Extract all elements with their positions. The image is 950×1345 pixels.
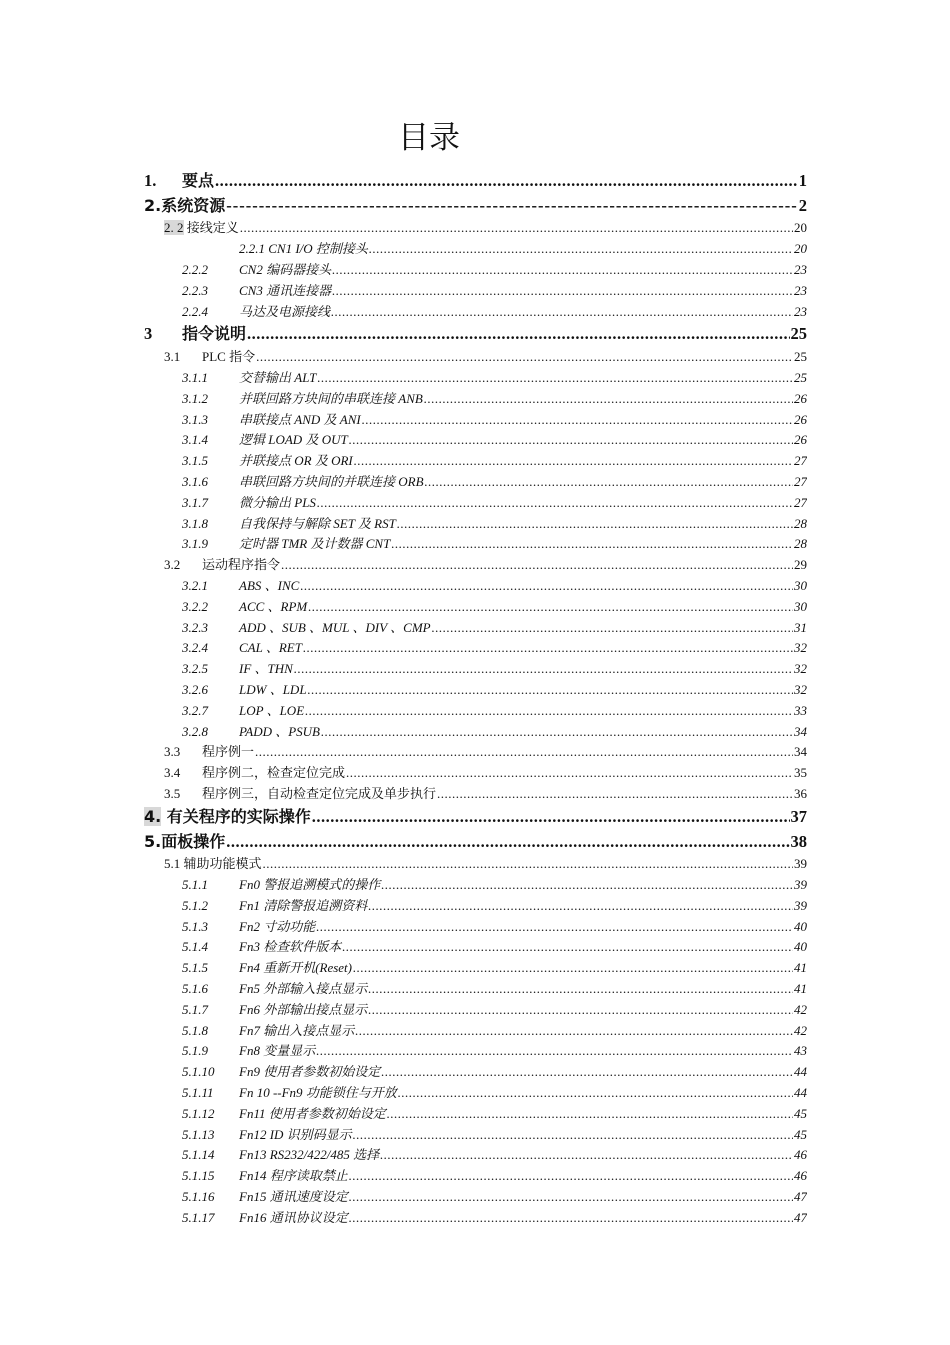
toc-entry-title: Fn 10 --Fn9 功能锁住与开放 xyxy=(239,1085,397,1101)
toc-entry-title: Fn15 通讯速度设定 xyxy=(239,1189,348,1205)
toc-page-number: 40 xyxy=(794,939,807,955)
toc-entry-title: 逻辑 LOAD 及 OUT xyxy=(239,432,348,448)
toc-entry-title: 2. 2 接线定义 xyxy=(164,220,239,236)
toc-dot-leader xyxy=(305,703,793,719)
toc-dot-leader xyxy=(308,599,793,615)
toc-entry[interactable] xyxy=(144,1184,807,1205)
toc-entry-title: 指令说明 xyxy=(182,324,247,344)
toc-dot-leader xyxy=(397,516,793,532)
toc-dot-leader xyxy=(387,1106,793,1122)
toc-entry-title: 运动程序指令 xyxy=(202,557,281,573)
toc-entry-title: PADD 、PSUB xyxy=(239,723,321,739)
toc-dot-leader xyxy=(226,832,789,852)
toc-dot-leader xyxy=(303,640,793,656)
toc-entry-title: 要点 xyxy=(182,170,215,190)
toc-entry-title: 2.2.1 CN1 I/O 控制接头 xyxy=(239,241,368,257)
toc-page-number: 1 xyxy=(798,170,807,190)
toc-page-number: 25 xyxy=(794,369,807,385)
toc-entry-title: Fn7 输出入接点显示 xyxy=(239,1022,355,1038)
toc-entry[interactable] xyxy=(144,191,807,216)
toc-entry[interactable] xyxy=(144,760,807,781)
toc-dot-leader xyxy=(349,1210,793,1226)
toc-entry[interactable] xyxy=(144,216,807,237)
toc-page-number: 27 xyxy=(794,453,807,469)
toc-page-number: 20 xyxy=(794,220,807,236)
toc-dot-leader xyxy=(308,682,793,698)
toc-entry-title: 4. 有关程序的实际操作 xyxy=(144,806,311,826)
toc-entry-number: 3.1 xyxy=(164,349,181,365)
toc-dot-leader xyxy=(317,370,793,386)
toc-entry-title: ABS 、INC xyxy=(239,577,300,593)
toc-entry-title: IF 、THN xyxy=(239,661,293,677)
toc-entry-number: 3.2.1 xyxy=(182,577,208,593)
toc-page-number: 39 xyxy=(794,856,807,872)
toc-dot-leader xyxy=(247,324,789,344)
toc-entry-title: 并联接点 OR 及 ORI xyxy=(239,453,353,469)
toc-entry[interactable] xyxy=(144,166,807,191)
toc-dot-leader xyxy=(321,724,793,740)
toc-entry-title: Fn6 外部输出接点显示 xyxy=(239,1001,368,1017)
toc-dot-leader xyxy=(255,744,793,760)
toc-dot-leader xyxy=(362,412,793,428)
toc-dot-leader xyxy=(312,807,790,827)
toc-entry-number: 5.1.11 xyxy=(182,1085,214,1101)
toc-entry[interactable] xyxy=(144,1143,807,1164)
toc-entry-title: 2.系统资源 xyxy=(144,195,226,215)
toc-entry-number: 3.2.6 xyxy=(182,681,208,697)
toc-entry[interactable] xyxy=(144,976,807,997)
toc-page-number: 47 xyxy=(794,1209,807,1225)
toc-page-number: 44 xyxy=(794,1064,807,1080)
toc-dot-leader xyxy=(316,919,793,935)
toc-entry-title: Fn12 ID 识别码显示 xyxy=(239,1126,352,1142)
toc-page-number: 30 xyxy=(794,598,807,614)
toc-entry-number: 3.2.3 xyxy=(182,619,208,635)
table-of-contents xyxy=(144,166,807,1226)
toc-dot-leader xyxy=(398,1085,793,1101)
toc-page-number: 32 xyxy=(794,661,807,677)
toc-dot-leader xyxy=(353,960,793,976)
toc-entry-number: 5.1.2 xyxy=(182,897,208,913)
toc-dot-leader xyxy=(432,620,793,636)
toc-entry-number: 3.4 xyxy=(164,765,181,781)
toc-entry[interactable] xyxy=(144,1080,807,1101)
toc-entry[interactable] xyxy=(144,656,807,677)
toc-dot-leader xyxy=(346,765,793,781)
toc-page-number: 34 xyxy=(794,723,807,739)
toc-entry[interactable] xyxy=(144,278,807,299)
toc-entry-title: 串联回路方块间的并联连接 ORB xyxy=(239,473,424,489)
toc-entry[interactable] xyxy=(144,428,807,449)
toc-entry[interactable] xyxy=(144,407,807,428)
toc-entry[interactable] xyxy=(144,469,807,490)
toc-page-number: 25 xyxy=(790,324,807,344)
toc-entry-title: Fn14 程序读取禁止 xyxy=(239,1168,348,1184)
toc-entry-title: ADD 、SUB 、MUL 、DIV 、CMP xyxy=(239,619,431,635)
toc-entry[interactable] xyxy=(144,872,807,893)
toc-entry-number: 3.1.5 xyxy=(182,453,208,469)
toc-page-number: 27 xyxy=(794,494,807,510)
toc-page-number: 47 xyxy=(794,1189,807,1205)
toc-entry-number: 5.1.13 xyxy=(182,1126,215,1142)
toc-entry[interactable] xyxy=(144,827,807,852)
toc-page-number: 39 xyxy=(794,897,807,913)
toc-entry-title: 马达及电源接线 xyxy=(239,303,331,319)
toc-entry-number: 5.1.6 xyxy=(182,981,208,997)
toc-entry[interactable] xyxy=(144,719,807,740)
toc-page-number: 45 xyxy=(794,1105,807,1121)
toc-entry-number: 3.1.7 xyxy=(182,494,208,510)
toc-entry[interactable] xyxy=(144,299,807,320)
toc-entry-number: 3.1.6 xyxy=(182,473,208,489)
toc-entry-number: 5.1.7 xyxy=(182,1001,208,1017)
toc-entry-number: 2.2.3 xyxy=(182,282,208,298)
toc-entry[interactable] xyxy=(144,997,807,1018)
toc-entry-title: CAL 、RET xyxy=(239,640,302,656)
toc-entry[interactable] xyxy=(144,893,807,914)
toc-entry-number: 3.1.9 xyxy=(182,536,208,552)
toc-entry-title: 并联回路方块间的串联连接 ANB xyxy=(239,390,423,406)
toc-entry[interactable] xyxy=(144,852,807,873)
toc-dot-leader xyxy=(424,391,793,407)
toc-page-number: 44 xyxy=(794,1085,807,1101)
toc-dot-leader xyxy=(381,1064,793,1080)
toc-page-number: 2 xyxy=(798,195,807,215)
toc-page-number: 23 xyxy=(794,303,807,319)
toc-entry[interactable] xyxy=(144,1059,807,1080)
toc-entry[interactable] xyxy=(144,914,807,935)
toc-entry[interactable] xyxy=(144,740,807,761)
toc-entry-number: 1. xyxy=(144,170,157,190)
toc-entry-title: Fn2 寸动功能 xyxy=(239,918,316,934)
toc-dot-leader xyxy=(331,304,793,320)
toc-dot-leader xyxy=(342,939,793,955)
toc-entry-title: 微分输出 PLS xyxy=(239,494,316,510)
toc-page-number: 37 xyxy=(790,806,807,826)
toc-entry-number: 3.2.2 xyxy=(182,598,208,614)
toc-entry-title: 程序例三，自动检查定位完成及单步执行 xyxy=(202,785,437,801)
toc-entry-title: Fn5 外部输入接点显示 xyxy=(239,981,368,997)
toc-dot-leader xyxy=(437,786,793,802)
toc-dot-leader xyxy=(226,196,798,216)
toc-entry-number: 5.1.5 xyxy=(182,960,208,976)
toc-page-number: 28 xyxy=(794,536,807,552)
toc-dot-leader xyxy=(215,171,798,191)
toc-page-number: 26 xyxy=(794,411,807,427)
toc-entry-title: Fn4 重新开机(Reset) xyxy=(239,960,353,976)
toc-dot-leader xyxy=(349,1168,793,1184)
toc-entry-number: 3.2.4 xyxy=(182,640,208,656)
toc-page-number: 27 xyxy=(794,473,807,489)
toc-entry[interactable] xyxy=(144,1101,807,1122)
toc-entry-number: 3.1.8 xyxy=(182,515,208,531)
toc-entry-title: Fn9 使用者参数初始设定 xyxy=(239,1064,381,1080)
toc-entry-title: CN2 编码器接头 xyxy=(239,261,332,277)
toc-entry[interactable] xyxy=(144,955,807,976)
toc-entry-number: 5.1.15 xyxy=(182,1168,215,1184)
toc-entry[interactable] xyxy=(144,257,807,278)
toc-entry[interactable] xyxy=(144,1163,807,1184)
toc-page-number: 32 xyxy=(794,640,807,656)
toc-dot-leader xyxy=(300,578,793,594)
toc-dot-leader xyxy=(368,1002,793,1018)
page-title: 目录 xyxy=(398,120,460,156)
toc-entry-title: PLC 指令 xyxy=(202,349,256,365)
toc-entry-number: 5.1.14 xyxy=(182,1147,215,1163)
toc-dot-leader xyxy=(349,432,793,448)
toc-dot-leader xyxy=(368,981,793,997)
toc-dot-leader xyxy=(256,349,793,365)
toc-dot-leader xyxy=(380,1147,793,1163)
toc-entry-number: 3.1.1 xyxy=(182,369,208,385)
toc-dot-leader xyxy=(425,474,793,490)
toc-page-number: 34 xyxy=(794,744,807,760)
toc-entry-number: 2.2.2 xyxy=(182,261,208,277)
toc-entry-number: 5.1.9 xyxy=(182,1043,208,1059)
toc-entry[interactable] xyxy=(144,320,807,345)
toc-entry-number: 3.3 xyxy=(164,744,181,760)
toc-entry[interactable] xyxy=(144,365,807,386)
toc-entry-number: 5.1.4 xyxy=(182,939,208,955)
toc-entry-title: Fn8 变量显示 xyxy=(239,1043,316,1059)
toc-entry[interactable] xyxy=(144,573,807,594)
toc-entry[interactable] xyxy=(144,344,807,365)
toc-page-number: 46 xyxy=(794,1147,807,1163)
toc-entry-number: 3.5 xyxy=(164,785,181,801)
toc-entry-title: 5.面板操作 xyxy=(144,831,226,851)
toc-dot-leader xyxy=(349,1189,793,1205)
toc-dot-leader xyxy=(316,1043,793,1059)
toc-entry-number: 3.1.4 xyxy=(182,432,208,448)
toc-entry-number: 2.2.4 xyxy=(182,303,208,319)
toc-entry[interactable] xyxy=(144,532,807,553)
toc-entry-title: 定时器 TMR 及计数器 CNT xyxy=(239,536,391,552)
toc-page-number: 35 xyxy=(794,765,807,781)
toc-entry[interactable] xyxy=(144,511,807,532)
toc-dot-leader xyxy=(294,661,793,677)
toc-page-number: 42 xyxy=(794,1022,807,1038)
toc-entry-number: 3.2 xyxy=(164,557,181,573)
toc-dot-leader xyxy=(355,1023,793,1039)
toc-page-number: 26 xyxy=(794,390,807,406)
toc-page-number: 41 xyxy=(794,981,807,997)
toc-entry-title: ACC 、RPM xyxy=(239,598,308,614)
toc-entry[interactable] xyxy=(144,935,807,956)
toc-entry-title: 串联接点 AND 及 ANI xyxy=(239,411,361,427)
toc-entry-title: 程序例二，检查定位完成 xyxy=(202,765,346,781)
toc-page-number: 40 xyxy=(794,918,807,934)
toc-page-number: 45 xyxy=(794,1126,807,1142)
toc-page-number: 28 xyxy=(794,515,807,531)
toc-page-number: 33 xyxy=(794,702,807,718)
toc-page-number: 23 xyxy=(794,282,807,298)
toc-entry[interactable] xyxy=(144,386,807,407)
toc-entry[interactable] xyxy=(144,1018,807,1039)
toc-entry-number: 5.1.12 xyxy=(182,1105,215,1121)
toc-entry[interactable] xyxy=(144,615,807,636)
toc-dot-leader xyxy=(281,557,793,573)
toc-page-number: 31 xyxy=(794,619,807,635)
toc-dot-leader xyxy=(368,898,793,914)
toc-entry-number: 5.1.8 xyxy=(182,1022,208,1038)
toc-dot-leader xyxy=(369,241,793,257)
toc-entry-number: 3.1.2 xyxy=(182,390,208,406)
toc-page-number: 20 xyxy=(794,241,807,257)
toc-entry[interactable] xyxy=(144,552,807,573)
toc-entry[interactable] xyxy=(144,781,807,802)
toc-page-number: 43 xyxy=(794,1043,807,1059)
toc-entry-number: 5.1.10 xyxy=(182,1064,215,1080)
toc-entry[interactable] xyxy=(144,594,807,615)
toc-entry[interactable] xyxy=(144,677,807,698)
toc-page-number: 36 xyxy=(794,785,807,801)
toc-entry-number: 5.1.1 xyxy=(182,877,208,893)
toc-entry[interactable] xyxy=(144,448,807,469)
toc-entry-title: Fn13 RS232/422/485 选择 xyxy=(239,1147,380,1163)
toc-entry-title: Fn3 检查软件版本 xyxy=(239,939,342,955)
toc-entry-number: 3.2.7 xyxy=(182,702,208,718)
toc-entry-number: 3 xyxy=(144,324,153,344)
toc-entry[interactable] xyxy=(144,698,807,719)
toc-entry[interactable] xyxy=(144,636,807,657)
toc-dot-leader xyxy=(354,453,793,469)
toc-entry[interactable] xyxy=(144,236,807,257)
toc-page-number: 29 xyxy=(794,557,807,573)
toc-entry-title: 交替输出 ALT xyxy=(239,369,317,385)
toc-page-number: 42 xyxy=(794,1001,807,1017)
toc-page-number: 30 xyxy=(794,577,807,593)
toc-entry-title: Fn1 清除警报追溯资料 xyxy=(239,897,368,913)
toc-entry[interactable] xyxy=(144,1039,807,1060)
toc-page-number: 39 xyxy=(794,877,807,893)
toc-entry-title: Fn11 使用者参数初始设定 xyxy=(239,1105,386,1121)
toc-dot-leader xyxy=(332,262,793,278)
toc-entry[interactable] xyxy=(144,802,807,827)
toc-entry-title: 自我保持与解除 SET 及 RST xyxy=(239,515,396,531)
toc-entry[interactable] xyxy=(144,1205,807,1226)
toc-entry-number: 3.2.8 xyxy=(182,723,208,739)
toc-page-number: 25 xyxy=(794,349,807,365)
toc-dot-leader xyxy=(317,495,793,511)
toc-page-number: 32 xyxy=(794,681,807,697)
toc-page-number: 46 xyxy=(794,1168,807,1184)
toc-page-number: 38 xyxy=(790,831,807,851)
toc-dot-leader xyxy=(381,877,793,893)
toc-entry-title: LDW 、LDL xyxy=(239,681,307,697)
toc-dot-leader xyxy=(353,1127,793,1143)
toc-entry-number: 5.1.17 xyxy=(182,1209,215,1225)
toc-dot-leader xyxy=(332,283,793,299)
toc-entry-title: 5.1 辅助功能模式 xyxy=(164,856,262,872)
toc-dot-leader xyxy=(240,220,793,236)
toc-entry-number: 3.1.3 xyxy=(182,411,208,427)
toc-entry-number: 5.1.16 xyxy=(182,1189,215,1205)
toc-entry-title: 程序例一 xyxy=(202,744,255,760)
toc-page-number: 41 xyxy=(794,960,807,976)
toc-page-number: 26 xyxy=(794,432,807,448)
toc-entry-title: Fn0 警报追溯模式的操作 xyxy=(239,877,381,893)
toc-entry[interactable] xyxy=(144,1122,807,1143)
toc-page-number: 23 xyxy=(794,261,807,277)
toc-entry-number: 5.1.3 xyxy=(182,918,208,934)
toc-entry-title: LOP 、LOE xyxy=(239,702,305,718)
toc-entry-title: Fn16 通讯协议设定 xyxy=(239,1209,348,1225)
toc-dot-leader xyxy=(263,856,793,872)
toc-entry-title: CN3 通讯连接器 xyxy=(239,282,332,298)
toc-dot-leader xyxy=(391,536,793,552)
toc-entry[interactable] xyxy=(144,490,807,511)
toc-entry-number: 3.2.5 xyxy=(182,661,208,677)
